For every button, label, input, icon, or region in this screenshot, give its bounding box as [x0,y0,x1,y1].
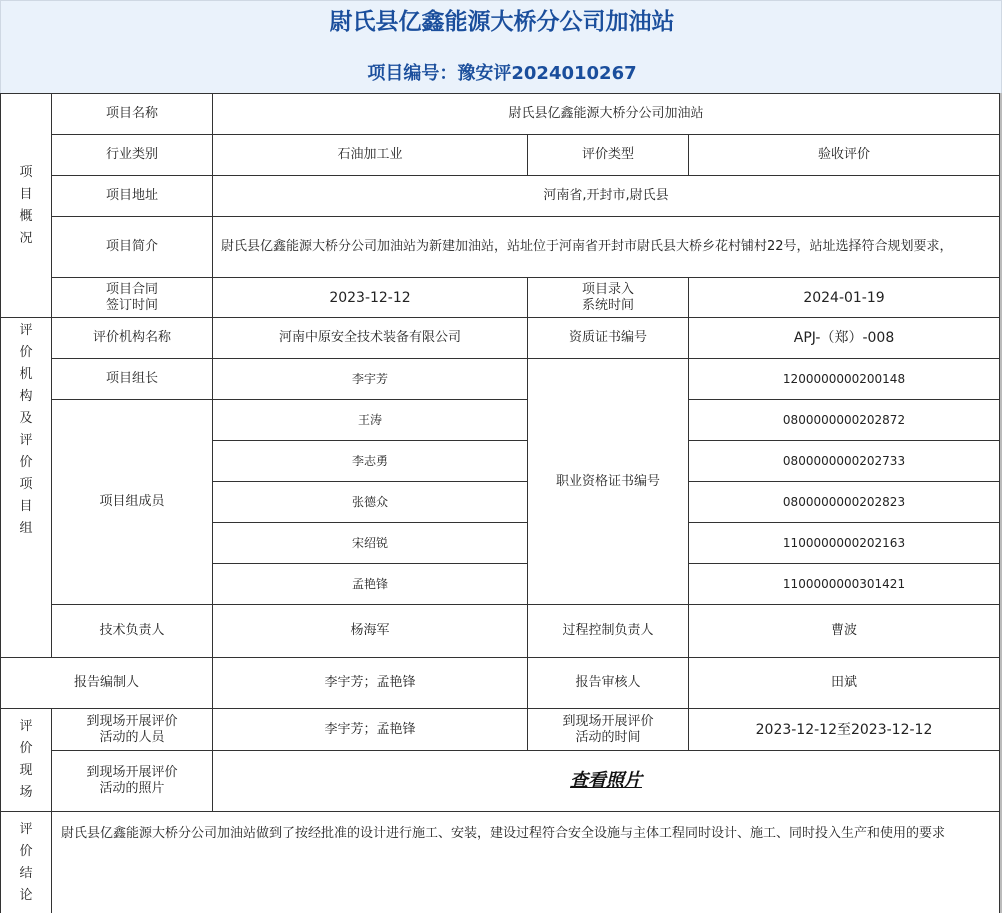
org-name-label: 评价机构名称 [52,318,213,359]
industry-label: 行业类别 [52,135,213,176]
project-number: 项目编号：豫安评2024010267 [367,63,637,84]
leader-label: 项目组长 [52,359,213,400]
team-member-name: 李宇芳 [213,359,528,400]
entry-date-label: 项目录入 系统时间 [528,278,689,318]
address-label: 项目地址 [52,176,213,217]
site-time-value: 2023-12-12至2023-12-12 [689,709,1000,751]
entry-date-value: 2024-01-19 [689,278,1000,318]
team-member-cert: 0800000000202823 [689,482,1000,523]
site-time-label: 到现场开展评价 活动的时间 [528,709,689,751]
team-member-cert: 1100000000301421 [689,564,1000,605]
site-people-value: 李宇芳；孟艳锋 [213,709,528,751]
report-author-value: 李宇芳；孟艳锋 [213,657,528,709]
site-people-label: 到现场开展评价 活动的人员 [52,709,213,751]
process-lead-value: 曹波 [689,605,1000,658]
page-header [0,0,1002,94]
team-member-cert: 0800000000202733 [689,441,1000,482]
team-member-name: 孟艳锋 [213,564,528,605]
team-member-name: 张德众 [213,482,528,523]
members-label: 项目组成员 [52,400,213,605]
industry-value: 石油加工业 [213,135,528,176]
tech-lead-label: 技术负责人 [52,605,213,658]
contract-date-label: 项目合同 签订时间 [52,278,213,318]
eval-type-label: 评价类型 [528,135,689,176]
team-member-cert: 1100000000202163 [689,523,1000,564]
team-member-name: 李志勇 [213,441,528,482]
org-name-value: 河南中原安全技术装备有限公司 [213,318,528,359]
report-author-label: 报告编制人 [0,657,213,709]
address-value: 河南省,开封市,尉氏县 [213,176,1000,217]
intro-value: 尉氏县亿鑫能源大桥分公司加油站为新建加油站，站址位于河南省开封市尉氏县大桥乡花村铺村22号，站址选择符合规划要求， [213,217,1000,278]
team-member-name: 王涛 [213,400,528,441]
team-member-name: 宋绍锐 [213,523,528,564]
tech-lead-value: 杨海军 [213,605,528,658]
section-team-label: 评价机构及评价项目组 [0,318,52,658]
report-reviewer-label: 报告审核人 [528,657,689,709]
contract-date-value: 2023-12-12 [213,278,528,318]
section-conclusion-label: 评价结论 [0,812,52,913]
conclusion-text: 尉氏县亿鑫能源大桥分公司加油站做到了按经批准的设计进行施工、安装，建设过程符合安全设施与主体工程同时设计、施工、同时投入生产和使用的要求 [52,812,1000,913]
eval-type-value: 验收评价 [689,135,1000,176]
cert-no-label: 资质证书编号 [528,318,689,359]
qualification-label: 职业资格证书编号 [528,359,689,605]
section-site-label: 评价现场 [0,709,52,812]
site-photo-label: 到现场开展评价 活动的照片 [52,751,213,812]
page-title: 尉氏县亿鑫能源大桥分公司加油站 [329,9,675,35]
project-name-value: 尉氏县亿鑫能源大桥分公司加油站 [213,93,1000,135]
report-reviewer-value: 田斌 [689,657,1000,709]
cert-no-value: APJ-（郑）-008 [689,318,1000,359]
site-photo-cell [213,751,1000,812]
section-overview-label: 项目概况 [0,93,52,318]
view-photos-link[interactable]: 查看照片 [570,770,642,791]
project-name-label: 项目名称 [52,93,213,135]
process-lead-label: 过程控制负责人 [528,605,689,658]
team-member-cert: 1200000000200148 [689,359,1000,400]
team-member-cert: 0800000000202872 [689,400,1000,441]
intro-label: 项目简介 [52,217,213,278]
